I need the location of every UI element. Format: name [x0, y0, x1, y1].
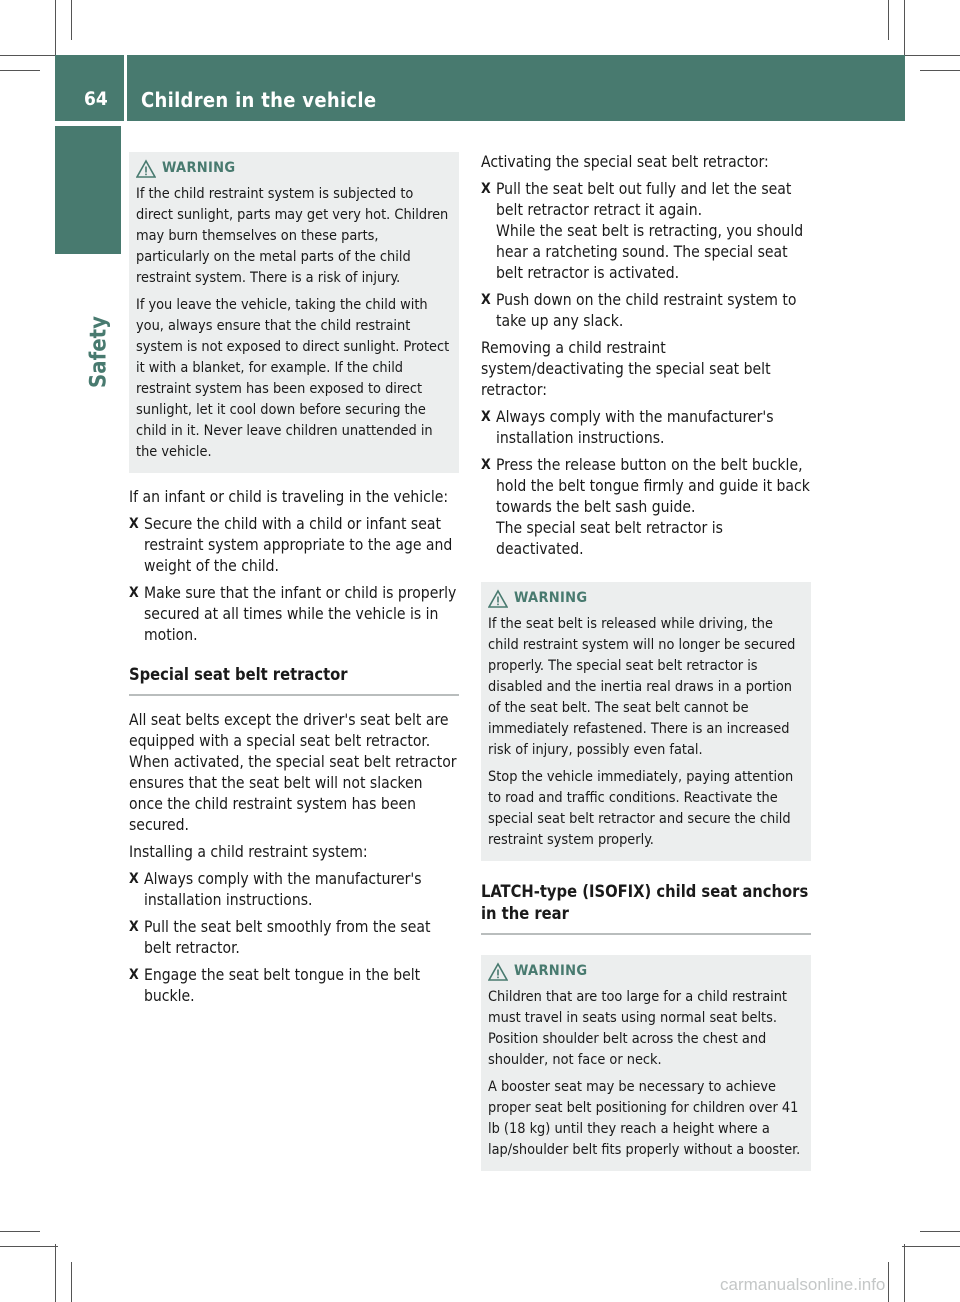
warning-header — [488, 588, 803, 609]
crop-mark — [0, 70, 40, 71]
instruction-step — [129, 917, 459, 959]
instruction-step — [481, 290, 811, 332]
page-number: 64 — [84, 88, 108, 110]
side-tab-block — [55, 126, 121, 254]
instruction-step — [481, 179, 811, 284]
warning-triangle-icon — [488, 962, 508, 982]
crop-mark — [904, 0, 905, 58]
warning-text: Stop the vehicle immediately, paying attention to road and traffic conditions. Reactivate the special seat belt retractor and secure the child restraint system properly. — [488, 769, 794, 848]
crop-mark — [0, 55, 58, 56]
right-column — [481, 152, 811, 1185]
crop-mark — [902, 1246, 960, 1247]
footer-watermark: carmanualsonline.info — [720, 1275, 886, 1294]
step-text: Always comply with the manufacturer's installation instructions. — [144, 870, 422, 909]
warning-triangle-icon — [488, 589, 508, 609]
left-column — [129, 152, 459, 1013]
warning-text: Children that are too large for a child restraint must travel in seats using normal seat belts. Position shoulder belt across the chest and shoulder, not face or neck. — [488, 989, 788, 1068]
warning-box — [481, 582, 811, 861]
step-text: Press the release button on the belt buckle, hold the belt tongue firmly and guide it back towards the belt sash guide. — [496, 456, 810, 516]
crop-mark — [902, 55, 960, 56]
side-tab-label: Safety — [86, 315, 112, 388]
crop-mark — [920, 1231, 960, 1232]
step-text: Secure the child with a child or infant seat restraint system appropriate to the age and weight of the child. — [144, 515, 453, 575]
warning-triangle-icon — [136, 159, 156, 179]
step-text: Push down on the child restraint system to take up any slack. — [496, 291, 797, 330]
warning-title: WARNING — [514, 590, 588, 606]
installing-label: Installing a child restraint system: — [129, 843, 368, 861]
warning-box — [129, 152, 459, 473]
crop-mark — [920, 70, 960, 71]
section-heading: LATCH-type (ISOFIX) child seat anchors in the rear — [481, 881, 811, 935]
header-divider — [124, 55, 127, 121]
step-marker-icon: X — [129, 585, 139, 601]
instruction-step — [129, 583, 459, 646]
crop-mark — [0, 1246, 58, 1247]
crop-mark — [71, 1262, 72, 1302]
step-marker-icon: X — [481, 409, 491, 425]
crop-mark — [888, 1262, 889, 1302]
step-note: The special seat belt retractor is deactivated. — [496, 519, 723, 558]
warning-title: WARNING — [162, 160, 236, 176]
step-marker-icon: X — [481, 457, 491, 473]
step-marker-icon: X — [129, 919, 139, 935]
section-paragraph: All seat belts except the driver's seat belt are equipped with a special seat belt retractor. When activated, the special seat belt retractor ensures that the seat belt will not slacken once the child restraint system has been secured. — [129, 711, 457, 834]
step-text: Always comply with the manufacturer's installation instructions. — [496, 408, 774, 447]
warning-text: If you leave the vehicle, taking the child with you, always ensure that the child restraint system is not exposed to direct sunlight. Protect it with a blanket, for example. If the child restraint system has been exposed to direct sunlight, let it cool down before securing the child in it. Never leave children unattended in the vehicle. — [136, 297, 450, 460]
step-note: While the seat belt is retracting, you should hear a ratcheting sound. The special seat belt retractor is activated. — [496, 222, 804, 282]
warning-header — [488, 961, 803, 982]
instruction-step — [481, 407, 811, 449]
step-marker-icon: X — [129, 516, 139, 532]
removing-label: Removing a child restraint system/deactivating the special seat belt retractor: — [481, 339, 771, 399]
section-heading: Special seat belt retractor — [129, 664, 459, 696]
instruction-step — [129, 869, 459, 911]
step-text: Make sure that the infant or child is properly secured at all times while the vehicle is in motion. — [144, 584, 457, 644]
warning-text: If the seat belt is released while driving, the child restraint system will no longer be secured properly. The special seat belt retractor is disabled and the inertia real draws in a portion of the seat belt. The seat belt cannot be immediately refastened. There is an increased risk of injury, possibly even fatal. — [488, 616, 796, 758]
intro-paragraph: If an infant or child is traveling in the vehicle: — [129, 488, 449, 506]
step-marker-icon: X — [129, 967, 139, 983]
warning-text: If the child restraint system is subjected to direct sunlight, parts may get very hot. Children may burn themselves on these parts, particularly on the metal parts of the child restraint system. There is a risk of injury. — [136, 186, 449, 286]
step-text: Pull the seat belt out fully and let the seat belt retractor retract it again. — [496, 180, 792, 219]
step-text: Engage the seat belt tongue in the belt buckle. — [144, 966, 421, 1005]
warning-text: A booster seat may be necessary to achieve proper seat belt positioning for children over 41 lb (18 kg) until they reach a height where a lap/shoulder belt fits properly without a booster. — [488, 1079, 801, 1158]
crop-mark — [888, 0, 889, 40]
page-title: Children in the vehicle — [141, 88, 377, 112]
instruction-step — [129, 965, 459, 1007]
step-text: Pull the seat belt smoothly from the seat belt retractor. — [144, 918, 431, 957]
activating-label: Activating the special seat belt retractor: — [481, 153, 769, 171]
crop-mark — [0, 1231, 40, 1232]
crop-mark — [904, 1244, 905, 1302]
crop-mark — [55, 0, 56, 58]
step-marker-icon: X — [129, 871, 139, 887]
warning-header — [136, 158, 451, 179]
step-marker-icon: X — [481, 181, 491, 197]
crop-mark — [55, 1244, 56, 1302]
step-marker-icon: X — [481, 292, 491, 308]
instruction-step — [481, 455, 811, 560]
warning-title: WARNING — [514, 963, 588, 979]
warning-box — [481, 955, 811, 1171]
instruction-step — [129, 514, 459, 577]
crop-mark — [71, 0, 72, 40]
